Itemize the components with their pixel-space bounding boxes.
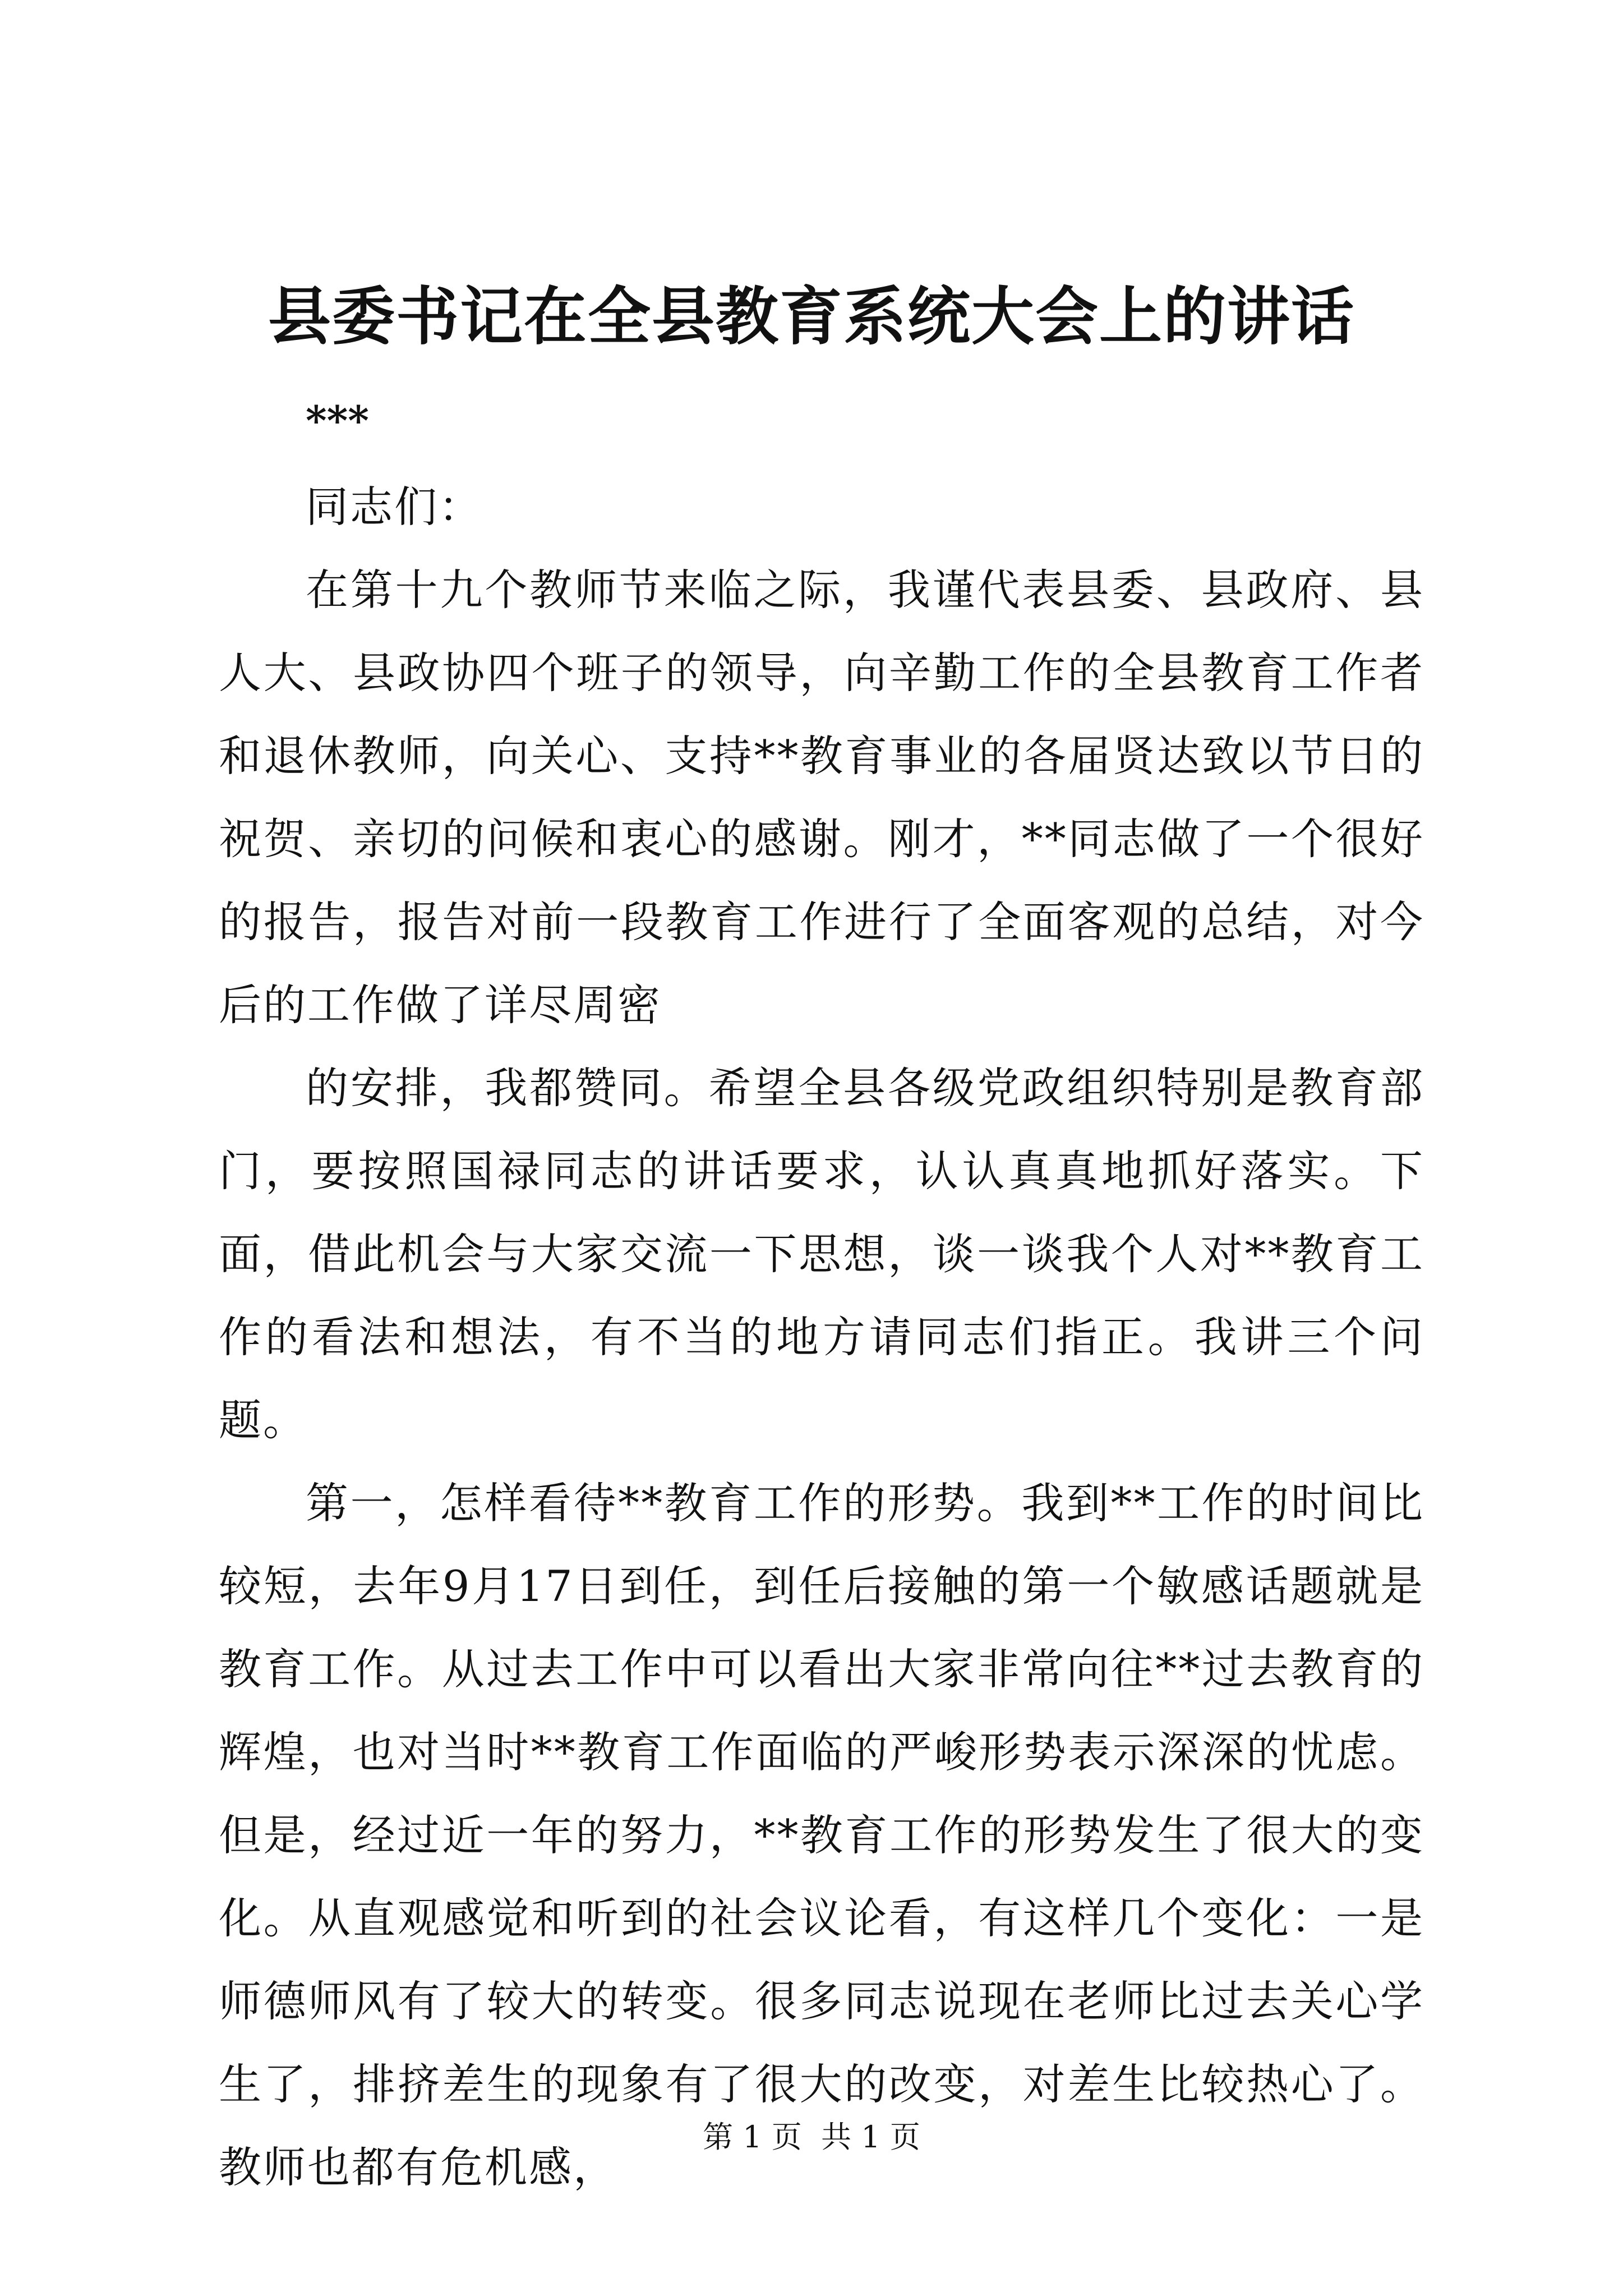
author-line: *** [306, 397, 369, 444]
page-footer: 第 1 页 共 1 页 [703, 2119, 920, 2155]
paragraph-1: 在第十九个教师节来临之际，我谨代表县委、县政府、县人大、县政协四个班子的领导，向辛勤工作的全县教育工作者和退休教师，向关心、支持**教育事业的各届贤达致以节日的祝贺、亲切的问候和衷心的感谢。刚才，**同志做了一个很好的报告，报告对前一段教育工作进行了全面客观的总结，对今后的工作做了详尽周密 [219, 565, 1424, 1030]
document-title: 县委书记在全县教育系统大会上的讲话 [268, 280, 1355, 353]
greeting: 同志们： [306, 482, 483, 532]
document-body [219, 466, 1424, 2209]
paragraph-3: 第一，怎样看待**教育工作的形势。我到**工作的时间比较短，去年9月17日到任，到任后接触的第一个敏感话题就是教育工作。从过去工作中可以看出大家非常向往**过去教育的辉煌，也对当时**教育工作面临的严峻形势表示深深的忧虑。但是，经过近一年的努力，**教育工作的形势发生了很大的变化。从直观感觉和听到的社会议论看，有这样几个变化：一是师德师风有了较大的转变。很多同志说现在老师比过去关心学生了，排挤差生的现象有了很大的改变，对差生比较热心了。教师也都有危机感， [219, 1478, 1424, 2192]
paragraph-2: 的安排，我都赞同。希望全县各级党政组织特别是教育部门，要按照国禄同志的讲话要求，认认真真地抓好落实。下面，借此机会与大家交流一下思想，谈一谈我个人对**教育工作的看法和想法，有不当的地方请同志们指正。我讲三个问题。 [219, 1063, 1424, 1445]
